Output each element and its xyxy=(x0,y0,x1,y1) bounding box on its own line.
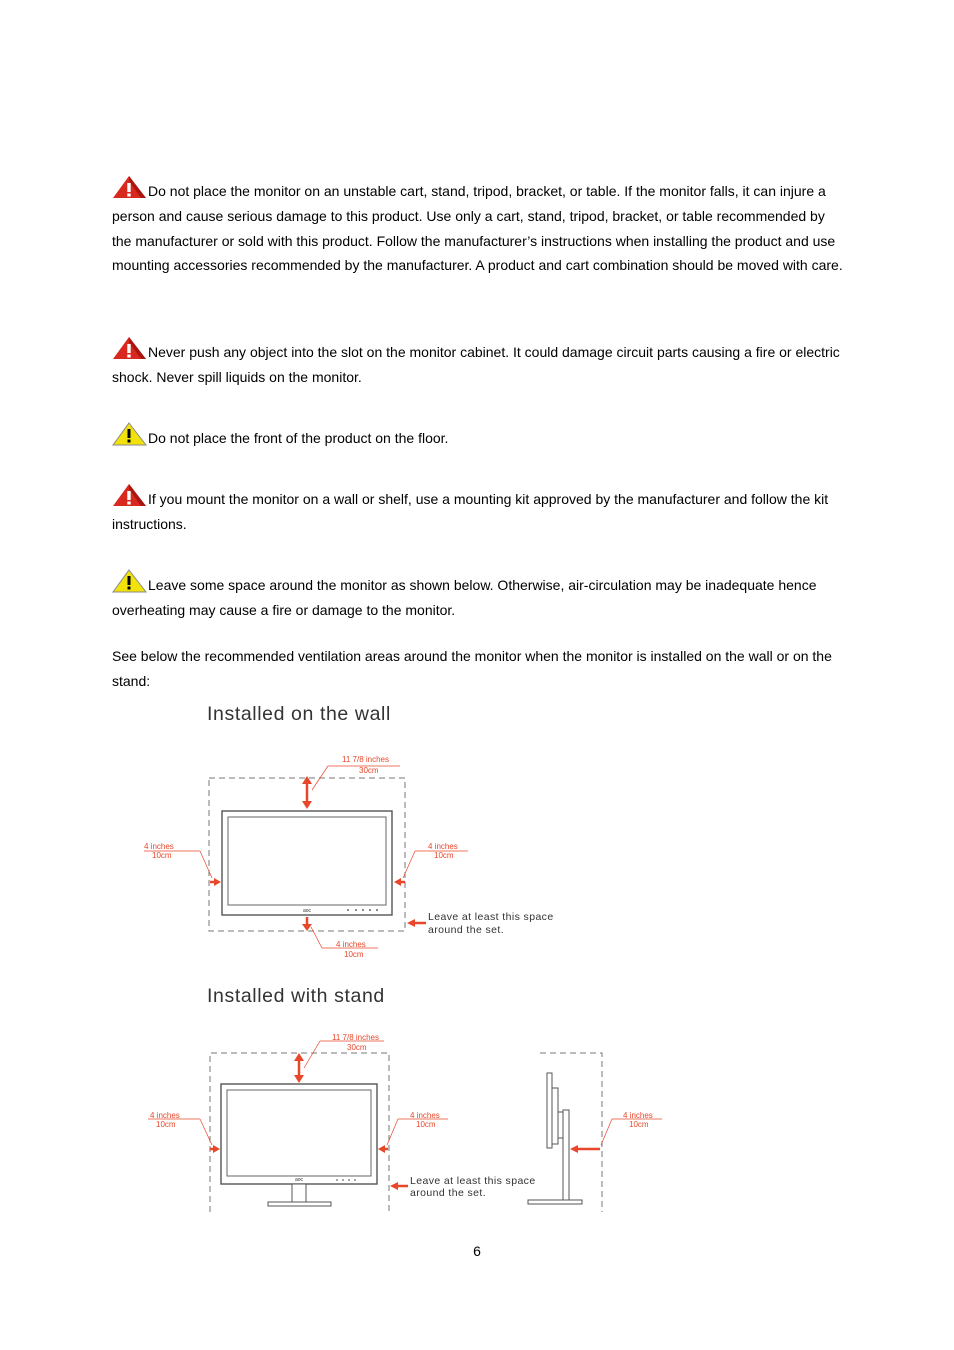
right-clearance-inches: 4 inches xyxy=(410,1111,440,1120)
warning-paragraph-wall-mount xyxy=(112,483,847,537)
stand-installation-diagram xyxy=(130,1028,680,1218)
warning-text: Leave some space around the monitor as shown below. Otherwise, air-circulation may be inadequate hence overheating may cause a fire or damage to the monitor. xyxy=(112,577,817,618)
stand-figure-title: Installed with stand xyxy=(207,985,385,1007)
clearance-note-line-1: Leave at least this space xyxy=(410,1175,536,1187)
bottom-clearance-cm: 10cm xyxy=(344,950,364,959)
right-clearance-cm: 10cm xyxy=(434,851,454,860)
side-clearance-inches: 4 inches xyxy=(623,1111,653,1120)
red-warning-triangle-icon xyxy=(112,175,148,199)
warning-text: Never push any object into the slot on the monitor cabinet. It could damage circuit parts causing a fire or electric shock. Never spill liquids on the monitor. xyxy=(112,344,840,385)
ventilation-intro: See below the recommended ventilation areas around the monitor when the monitor is installed on the wall or on the stand: xyxy=(112,648,832,689)
caution-paragraph-space xyxy=(112,569,847,623)
warning-text: Do not place the front of the product on the floor. xyxy=(148,430,449,446)
left-clearance-inches: 4 inches xyxy=(144,842,174,851)
clearance-note-line-1: Leave at least this space xyxy=(428,911,554,923)
side-monitor-panel xyxy=(547,1073,552,1148)
caution-paragraph-floor xyxy=(112,422,847,451)
red-warning-triangle-icon xyxy=(112,336,148,360)
front-monitor-screen xyxy=(227,1090,371,1176)
right-clearance-cm: 10cm xyxy=(416,1120,436,1129)
warning-paragraph-slot-objects xyxy=(112,336,847,390)
right-clearance-inches: 4 inches xyxy=(428,842,458,851)
wall-figure-title: Installed on the wall xyxy=(207,703,391,725)
top-clearance-inches: 11 7/8 inches xyxy=(342,755,389,764)
left-clearance-inches: 4 inches xyxy=(150,1111,180,1120)
page-number: 6 xyxy=(473,1243,481,1259)
top-clearance-cm: 30cm xyxy=(359,766,379,775)
wall-installation-diagram xyxy=(130,745,580,970)
red-warning-triangle-icon xyxy=(112,483,148,507)
left-clearance-cm: 10cm xyxy=(152,851,172,860)
monitor-brand-label: aoc xyxy=(294,1177,304,1183)
warning-paragraph-unstable-surface xyxy=(112,175,847,278)
yellow-caution-triangle-icon xyxy=(112,422,148,446)
warning-text: Do not place the monitor on an unstable cart, stand, tripod, bracket, or table. If the monitor falls, it can injure a person and cause serious damage to this product. Use only a cart, stand, tripod, bracket, or table recommended by the manufacturer or sold with this product. Follow the manufacturer’s instructions when installing the product and use mounting accessories recommended by the manufacturer. A product and cart combination should be moved with care. xyxy=(112,183,843,274)
side-stand-neck xyxy=(563,1110,569,1200)
yellow-caution-triangle-icon xyxy=(112,569,148,593)
clearance-note-line-2: around the set. xyxy=(410,1187,487,1199)
side-monitor-back xyxy=(552,1088,558,1144)
left-clearance-cm: 10cm xyxy=(156,1120,176,1129)
bottom-clearance-inches: 4 inches xyxy=(336,940,366,949)
stand-base xyxy=(268,1202,331,1206)
top-clearance-cm: 30cm xyxy=(347,1043,367,1052)
warning-text: If you mount the monitor on a wall or shelf, use a mounting kit approved by the manufacturer and follow the kit instructions. xyxy=(112,491,829,532)
clearance-note-line-2: around the set. xyxy=(428,924,505,936)
side-clearance-cm: 10cm xyxy=(629,1120,649,1129)
monitor-brand-label: aoc xyxy=(302,908,312,914)
monitor-screen xyxy=(228,817,386,905)
top-clearance-inches: 11 7/8 inches xyxy=(332,1033,379,1042)
stand-neck xyxy=(292,1184,306,1202)
side-stand-base xyxy=(528,1200,582,1204)
